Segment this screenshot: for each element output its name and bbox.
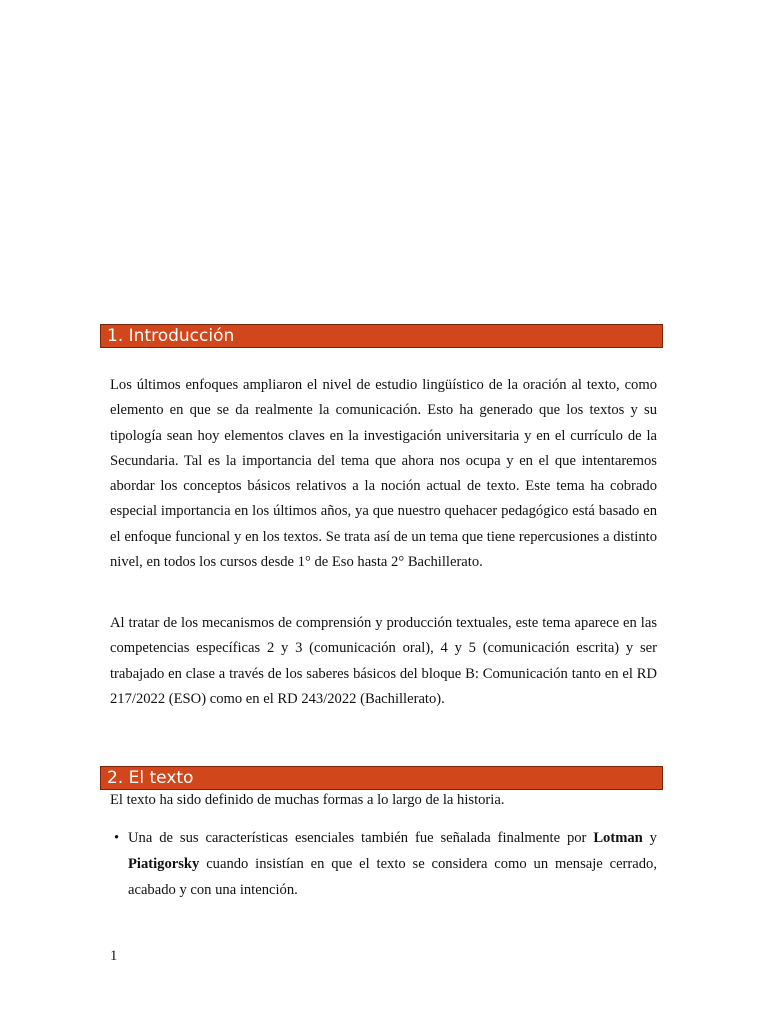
- texto-paragraph-1: El texto ha sido definido de muchas formas a lo largo de la historia.: [110, 792, 505, 808]
- author-name-lotman: Lotman: [593, 830, 643, 846]
- section-heading-introduccion: [100, 324, 663, 348]
- intro-paragraph-1: Los últimos enfoques ampliaron el nivel de estudio lingüístico de la oración al texto, como elemento en que se da realmente la comunicación. Esto ha generado que los textos y su tipología sean hoy elementos claves en la investigación universitaria y en el currículo de la Secundaria. Tal es la importancia del tema que ahora nos ocupa y en el que intentaremos abordar los conceptos básicos relativos a la noción actual de texto. Este tema ha cobrado especial importancia en los últimos años, ya que nuestro quehacer pedagógico está basado en el enfoque funcional y en los textos. Se trata así de un tema que tiene repercusiones a distinto nivel, en todos los cursos desde 1° de Eso hasta 2° Bachillerato.: [110, 377, 657, 571]
- bullet-text-part-2: y: [642, 830, 657, 846]
- section-heading-text: 1. Introducción: [107, 326, 235, 346]
- bullet-text-part-3: cuando insistían en que el texto se considera como un mensaje cerrado, acabado y con una intención.: [128, 856, 657, 898]
- section-heading-text: 2. El texto: [107, 768, 194, 788]
- author-name-piatigorsky: Piatigorsky: [128, 856, 200, 872]
- section-heading-el-texto: [100, 766, 663, 790]
- intro-paragraph-2: Al tratar de los mecanismos de comprensión y producción textuales, este tema aparece en las competencias específicas 2 y 3 (comunicación oral), 4 y 5 (comunicación escrita) y ser trabajado en clase a través de los saberes básicos del bloque B: Comunicación tanto en el RD 217/2022 (ESO) como en el RD 243/2022 (Bachillerato).: [110, 615, 657, 707]
- page-number: 1: [110, 948, 118, 964]
- bullet-dot-icon: •: [114, 830, 120, 846]
- bullet-item-lotman: [110, 825, 657, 903]
- bullet-list: [110, 825, 657, 903]
- bullet-text-part-1: Una de sus características esenciales también fue señalada finalmente por: [128, 830, 594, 846]
